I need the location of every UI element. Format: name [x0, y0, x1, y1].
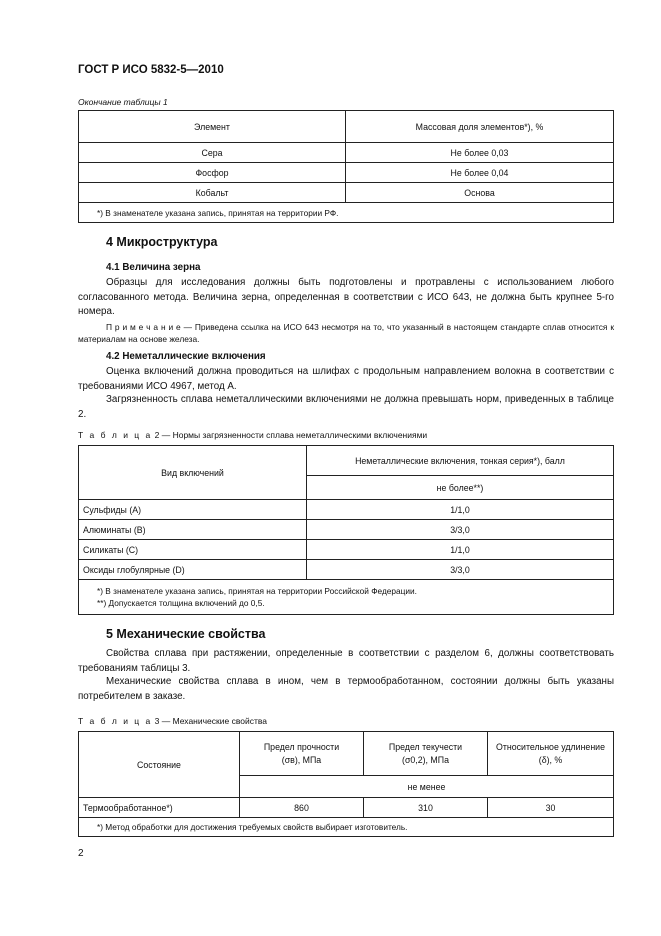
section4-1-text: Образцы для исследования должны быть подготовлены и протравлены с использованием любого согласованного метода. Величина зерна, определенная в соответствии с ИСО 643, не должна быть крупнее 5-го номера. — [78, 277, 614, 317]
note-text: — Приведена ссылка на ИСО 643 несмотря на то, что указанный в настоящем стандарте сплав относится к материалам на основе железа. — [78, 322, 614, 344]
table2-caption — [78, 430, 427, 440]
table2 — [78, 445, 614, 615]
table3-col4-header — [488, 732, 614, 776]
table3-caption-label: Т а б л и ц а — [78, 716, 153, 726]
table3-col4-header-line: (δ), % — [538, 754, 563, 765]
table3 — [78, 731, 614, 837]
table-row — [79, 183, 614, 203]
table2-col2-header: Неметаллические включения, тонкая серия*), балл — [307, 446, 614, 476]
table-cell: Оксиды глобулярные (D) — [79, 560, 307, 580]
table3-col3-header — [364, 732, 488, 776]
table-cell: 1/1,0 — [307, 500, 614, 520]
table2-footnote: **) Допускается толщина включений до 0,5. — [97, 598, 265, 608]
table1-col-header: Элемент — [79, 111, 346, 143]
table1-footnote: *) В знаменателе указана запись, принятая на территории РФ. — [79, 203, 614, 223]
table3-col2-header-line: (σв), МПа — [281, 754, 322, 765]
table2-footnotes — [79, 580, 614, 615]
section4-1-title: 4.1 Величина зерна — [106, 262, 201, 273]
table2-col1-header: Вид включений — [79, 446, 307, 500]
table3-footnote: *) Метод обработки для достижения требуемых свойств выбирает изготовитель. — [79, 818, 614, 837]
table3-col3-header-line: (σ0,2), МПа — [402, 754, 449, 765]
section4-2-title: 4.2 Неметаллические включения — [106, 351, 266, 362]
table2-caption-text: 2 — Нормы загрязненности сплава неметаллическими включениями — [152, 430, 428, 440]
table3-col4-header-line: Относительное удлинение — [496, 741, 605, 752]
table1-caption: Окончание таблицы 1 — [78, 97, 168, 107]
table-cell: Термообработанное*) — [79, 798, 240, 818]
table3-caption — [78, 716, 267, 726]
table-cell: Сульфиды (A) — [79, 500, 307, 520]
table-row — [79, 163, 614, 183]
table-cell: Алюминаты (B) — [79, 520, 307, 540]
table3-col1-header: Состояние — [79, 732, 240, 798]
table-cell: Основа — [346, 183, 614, 203]
section4-title: 4 Микроструктура — [106, 235, 218, 249]
document-header: ГОСТ Р ИСО 5832-5—2010 — [78, 64, 224, 76]
note-label: П р и м е ч а н и е — [106, 322, 181, 332]
table2-footnote: *) В знаменателе указана запись, принятая на территории Российской Федерации. — [97, 586, 417, 596]
table-cell: 860 — [240, 798, 364, 818]
section5-text1: Свойства сплава при растяжении, определенные в соответствии с разделом 6, должны соответствовать требованиям таблицы 3. — [78, 648, 614, 674]
table3-col2-header — [240, 732, 364, 776]
table-row — [79, 540, 614, 560]
table1-col-header: Массовая доля элементов*), % — [346, 111, 614, 143]
table-row — [79, 520, 614, 540]
table-cell: Кобальт — [79, 183, 346, 203]
section5-text2: Механические свойства сплава в ином, чем в термообработанном, состоянии должны быть указаны потребителем в заказе. — [78, 676, 614, 702]
table-cell: 3/3,0 — [307, 520, 614, 540]
table-cell: Силикаты (C) — [79, 540, 307, 560]
table-row — [79, 500, 614, 520]
section4-note — [78, 321, 614, 345]
table2-caption-label: Т а б л и ц а — [78, 430, 153, 440]
table1 — [78, 110, 614, 223]
section4-2-text1: Оценка включений должна проводиться на шлифах с продольным направлением волокна в соответствии с требованиями ИСО 4967, метод А. — [78, 366, 614, 392]
table3-col3-header-line: Предел текучести — [388, 741, 463, 752]
table-row — [79, 143, 614, 163]
section5-title: 5 Механические свойства — [106, 627, 266, 641]
page-number: 2 — [78, 848, 84, 859]
table-cell: 1/1,0 — [307, 540, 614, 560]
table-cell: Не более 0,03 — [346, 143, 614, 163]
table-cell: 310 — [364, 798, 488, 818]
table-cell: 30 — [488, 798, 614, 818]
table3-caption-text: 3 — Механические свойства — [152, 716, 268, 726]
section4-2-text2: Загрязненность сплава неметаллическими включениями не должна превышать норм, приведенных в таблице 2. — [78, 394, 614, 420]
table3-subheader: не менее — [240, 776, 614, 798]
table3-col2-header-line: Предел прочности — [263, 741, 340, 752]
table2-col2-subheader: не более**) — [307, 476, 614, 500]
table-row — [79, 798, 614, 818]
table-cell: Не более 0,04 — [346, 163, 614, 183]
table-cell: Фосфор — [79, 163, 346, 183]
table-row — [79, 560, 614, 580]
table-cell: Сера — [79, 143, 346, 163]
table-cell: 3/3,0 — [307, 560, 614, 580]
